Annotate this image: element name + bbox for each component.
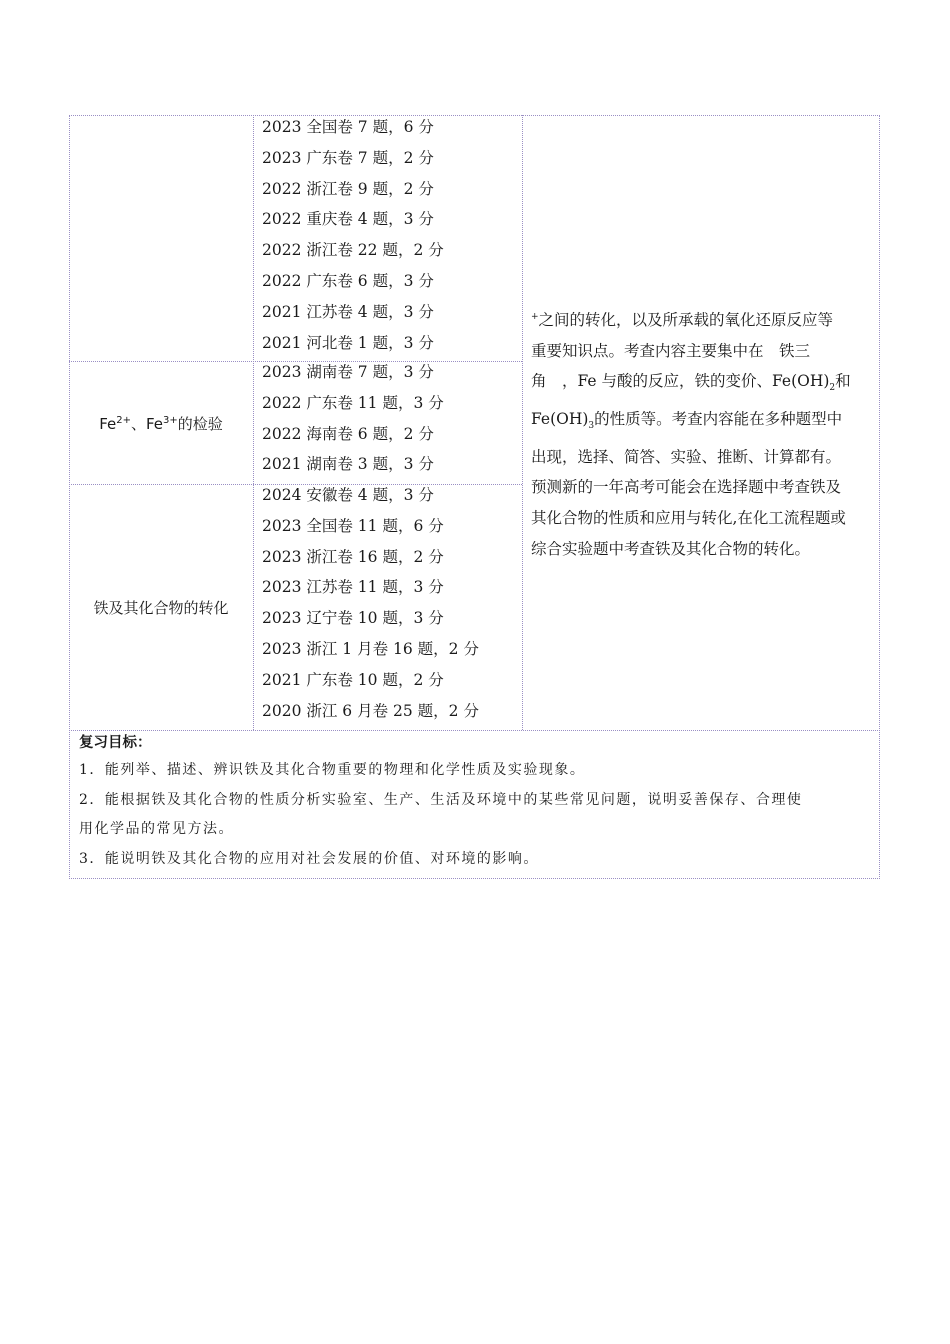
exam-item: 2021 江苏卷 4 题，3 分 [262, 302, 434, 321]
exam-item: 2023 辽宁卷 10 题，3 分 [262, 609, 444, 628]
topic-label: 铁及其化合物的转化 [93, 599, 229, 617]
analysis-line: 重要知识点。考查内容主要集中在 铁三 [531, 341, 811, 360]
exam-item: 2022 广东卷 6 题，3 分 [262, 271, 434, 290]
exam-item: 2022 浙江卷 9 题，2 分 [262, 179, 434, 198]
column-divider-2 [522, 115, 523, 730]
analysis-line: $Fe(OH)_3$的性质等。考查内容能在多种题型中 [531, 410, 843, 432]
analysis-line: +之间的转化，以及所承载的氧化还原反应等 [531, 311, 834, 330]
goal-item-2: 2．能根据铁及其化合物的性质分析实验室、生产、生活及环境中的某些常见问题，说明妥善保存、合理使 [79, 791, 803, 808]
exam-item: 2021 湖南卷 3 题，3 分 [262, 455, 434, 474]
topic-cell-3 [70, 485, 252, 730]
goal-item-3: 3．能说明铁及其化合物的应用对社会发展的价值、对环境的影响。 [79, 850, 539, 867]
analysis-line: 角 ，Fe 与酸的反应，铁的变价、$Fe(OH)_2$和 [531, 372, 851, 394]
topic-label: $Fe^{2+}$、$Fe^{3+}$的检验 [99, 414, 223, 433]
analysis-line: 综合实验题中考查铁及其化合物的转化。 [531, 539, 811, 558]
review-goals-heading: 复习目标： [79, 735, 152, 751]
goal-item-1: 1．能列举、描述、辨识铁及其化合物重要的物理和化学性质及实验现象。 [79, 762, 586, 778]
exam-item: 2021 广东卷 10 题，2 分 [262, 670, 444, 689]
exam-item: 2022 广东卷 11 题，3 分 [262, 393, 444, 412]
exam-item: 2023 全国卷 7 题，6 分 [262, 118, 434, 136]
exam-item: 2023 江苏卷 11 题，3 分 [262, 578, 444, 597]
topic-cell-1 [70, 116, 252, 361]
topic-cell-2 [70, 362, 252, 484]
exam-item: 2022 浙江卷 22 题，2 分 [262, 241, 444, 260]
exam-item: 2022 海南卷 6 题，2 分 [262, 424, 434, 443]
exam-list-group-3 [262, 482, 479, 728]
review-goals [79, 730, 869, 874]
exam-list-group-2 [262, 359, 444, 482]
exam-list-group-1 [262, 114, 444, 360]
column-divider-1 [253, 115, 254, 730]
exam-item: 2023 广东卷 7 题，2 分 [262, 148, 434, 167]
exam-item: 2023 全国卷 11 题，6 分 [262, 516, 444, 535]
analysis-line: 预测新的一年高考可能会在选择题中考查铁及 [531, 478, 842, 497]
exam-item: 2022 重庆卷 4 题，3 分 [262, 210, 434, 229]
goal-item-2-continued: 用化学品的常见方法。 [79, 821, 234, 837]
exam-item: 2021 河北卷 1 题，3 分 [262, 333, 434, 352]
analysis-line: 其化合物的性质和应用与转化,在化工流程题或 [531, 508, 846, 527]
exam-item: 2020 浙江 6 月卷 25 题，2 分 [262, 701, 479, 720]
exam-item: 2023 浙江卷 16 题，2 分 [262, 547, 444, 566]
exam-item: 2023 湖南卷 7 题，3 分 [262, 363, 434, 381]
exam-item: 2023 浙江 1 月卷 16 题，2 分 [262, 639, 479, 658]
exam-item: 2024 安徽卷 4 题，3 分 [262, 486, 434, 504]
exam-analysis [531, 302, 875, 564]
analysis-line: 出现，选择、简答、实验、推断、计算都有。 [531, 447, 842, 466]
